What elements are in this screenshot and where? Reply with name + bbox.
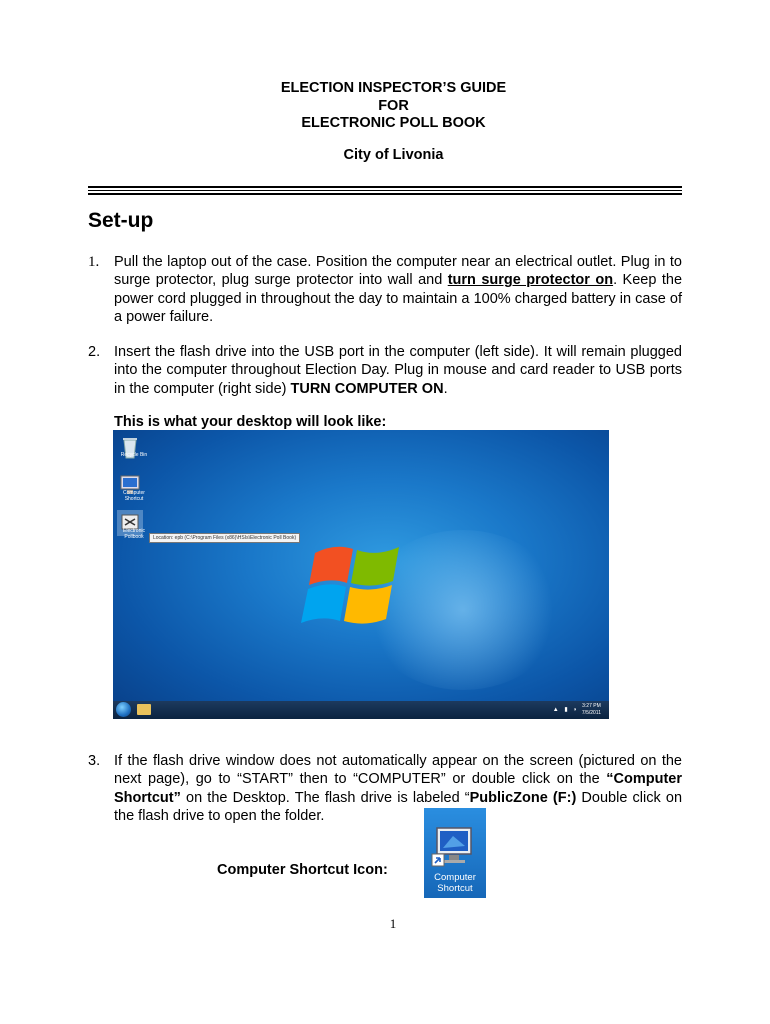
title-line-2: FOR bbox=[378, 97, 409, 114]
windows-logo-icon bbox=[295, 525, 425, 645]
list-item-1 bbox=[88, 253, 682, 326]
page-number: 1 bbox=[389, 916, 397, 931]
section-title: Set-up bbox=[88, 209, 154, 232]
desktop-screenshot: Recycle Bin Computer Shortcut Electronic Pollbook Location: epb (C:\Program Files (x86)\HSIs\Electronic Poll Book) ▲ ▮ ◗ 3:27 PM 7/5/2011 bbox=[113, 430, 609, 719]
system-tray-icons[interactable]: ▲ ▮ ◗ bbox=[552, 707, 579, 713]
header-rule-bottom bbox=[88, 193, 682, 195]
icon-tooltip: Location: epb (C:\Program Files (x86)\HSIs\Electronic Poll Book) bbox=[149, 533, 300, 543]
taskbar-clock[interactable]: 3:27 PM 7/5/2011 bbox=[581, 703, 601, 716]
list-item-3 bbox=[88, 752, 682, 825]
computer-shortcut-icon bbox=[424, 808, 486, 898]
item-number: 1. bbox=[88, 254, 100, 270]
item-number: 2. bbox=[88, 344, 101, 360]
item-text: If the flash drive window does not automatically appear on the screen (pictured on the next page), go to “START” then to “COMPUTER” or double click on the “Computer Shortcut” on the Desktop. The flash drive is labeled “PublicZone (F:) Double click on the flash drive to open the folder. bbox=[114, 753, 683, 824]
start-button[interactable] bbox=[116, 702, 131, 717]
item-text: Insert the flash drive into the USB port in the computer (left side). It will remain plugged into the computer throughout Election Day. Plug in mouse and card reader to USB ports in the computer (right side) TURN COMPUTER ON. bbox=[114, 344, 682, 397]
header-rule-middle bbox=[88, 190, 682, 191]
title-line-3: ELECTRONIC POLL BOOK bbox=[301, 115, 486, 131]
document-header bbox=[0, 80, 770, 164]
desktop-caption: This is what your desktop will look like: bbox=[114, 414, 387, 430]
shortcut-caption: Computer Shortcut Icon: bbox=[217, 862, 388, 878]
header-rule-top bbox=[88, 186, 682, 188]
taskbar bbox=[113, 701, 609, 719]
item-text: Pull the laptop out of the case. Position the computer near an electrical outlet. Plug in to surge protector, plug surge protector into wall and turn surge protector on. Keep the power cord plugged in throughout the day to maintain a 100% charged battery in case of a power failure. bbox=[114, 254, 683, 325]
item-number: 3. bbox=[88, 753, 101, 769]
explorer-taskbar-icon[interactable] bbox=[137, 704, 151, 715]
city-name: City of Livonia bbox=[343, 146, 444, 163]
computer-monitor-icon bbox=[431, 824, 479, 870]
list-item-2 bbox=[88, 343, 682, 398]
title-line-1: ELECTION INSPECTOR’S GUIDE bbox=[280, 80, 507, 96]
shortcut-label: Computer Shortcut bbox=[434, 872, 476, 894]
